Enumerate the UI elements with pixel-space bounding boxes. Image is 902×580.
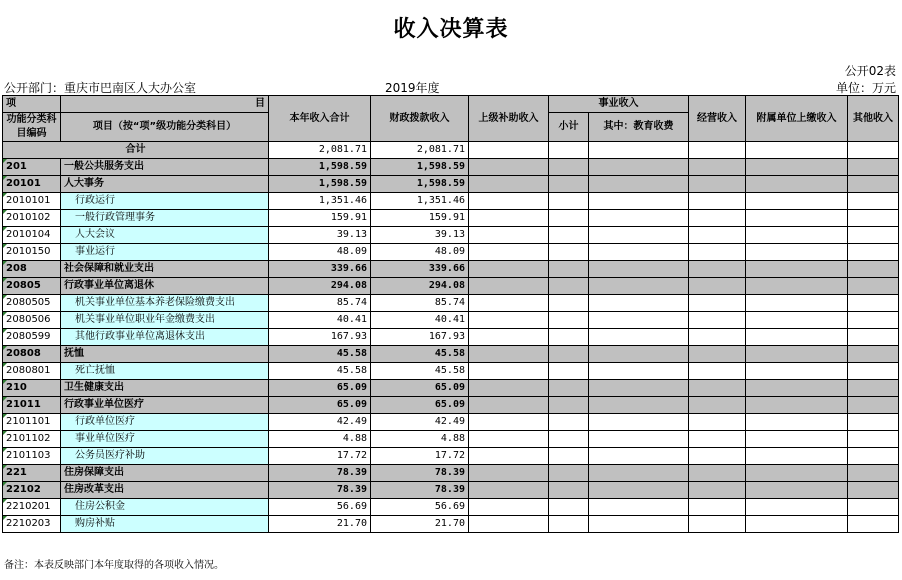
- row-code: 208: [3, 261, 61, 278]
- table-row: [3, 414, 899, 431]
- row-superior: [469, 159, 549, 176]
- row-career-edu: [589, 397, 689, 414]
- row-affiliated: [746, 210, 848, 227]
- row-total: 39.13: [269, 227, 371, 244]
- row-career-edu: [589, 363, 689, 380]
- row-operating: [689, 244, 746, 261]
- row-career-edu: [589, 346, 689, 363]
- row-other: [848, 499, 899, 516]
- row-name: 公务员医疗补助: [61, 448, 269, 465]
- table-row: [3, 499, 899, 516]
- row-affiliated: [746, 159, 848, 176]
- row-superior: [469, 482, 549, 499]
- header-total: 本年收入合计: [269, 96, 371, 142]
- row-career-subtotal: [549, 482, 589, 499]
- row-career-edu: [589, 482, 689, 499]
- row-career-subtotal: [549, 210, 589, 227]
- row-superior: [469, 295, 549, 312]
- row-total: 1,598.59: [269, 159, 371, 176]
- row-career-edu: [589, 431, 689, 448]
- row-career-subtotal: [549, 397, 589, 414]
- row-other: [848, 312, 899, 329]
- row-name: 行政事业单位医疗: [61, 397, 269, 414]
- table-row: [3, 159, 899, 176]
- row-other: [848, 482, 899, 499]
- row-total: 294.08: [269, 278, 371, 295]
- row-name: 人大会议: [61, 227, 269, 244]
- row-fiscal: 40.41: [371, 312, 469, 329]
- row-affiliated: [746, 329, 848, 346]
- row-other: [848, 414, 899, 431]
- row-fiscal: 45.58: [371, 363, 469, 380]
- income-table: [2, 95, 899, 533]
- row-other: [848, 397, 899, 414]
- row-name: 人大事务: [61, 176, 269, 193]
- row-code: 2010104: [3, 227, 61, 244]
- row-code: 2210201: [3, 499, 61, 516]
- row-code: 221: [3, 465, 61, 482]
- header-career: 事业收入: [549, 96, 689, 113]
- row-career-subtotal: [549, 363, 589, 380]
- row-other: [848, 159, 899, 176]
- row-name: 行政运行: [61, 193, 269, 210]
- row-fiscal: 1,598.59: [371, 176, 469, 193]
- row-career-subtotal: [549, 295, 589, 312]
- row-operating: [689, 193, 746, 210]
- row-total: 21.70: [269, 516, 371, 533]
- row-name: 社会保障和就业支出: [61, 261, 269, 278]
- row-name: 购房补贴: [61, 516, 269, 533]
- row-career-edu: [589, 499, 689, 516]
- row-career-edu: [589, 159, 689, 176]
- table-row: [3, 227, 899, 244]
- row-career-edu: [589, 261, 689, 278]
- table-row: [3, 465, 899, 482]
- header-operating: 经营收入: [689, 96, 746, 142]
- row-total: 159.91: [269, 210, 371, 227]
- row-total: 65.09: [269, 397, 371, 414]
- row-name: 住房公积金: [61, 499, 269, 516]
- row-career-edu: [589, 448, 689, 465]
- row-superior: [469, 414, 549, 431]
- table-row: [3, 448, 899, 465]
- row-code: 2080506: [3, 312, 61, 329]
- row-career-edu: [589, 312, 689, 329]
- form-number: 公开02表: [844, 64, 896, 78]
- row-code: 2010150: [3, 244, 61, 261]
- row-career-subtotal: [549, 329, 589, 346]
- row-code: 210: [3, 380, 61, 397]
- row-name: 事业运行: [61, 244, 269, 261]
- row-other: [848, 465, 899, 482]
- header-xiang: 项: [3, 96, 61, 113]
- row-superior: [469, 499, 549, 516]
- row-career-subtotal: [549, 176, 589, 193]
- row-name: 其他行政事业单位离退休支出: [61, 329, 269, 346]
- row-other: [848, 176, 899, 193]
- row-operating: [689, 363, 746, 380]
- row-total: 339.66: [269, 261, 371, 278]
- row-superior: [469, 261, 549, 278]
- table-row: [3, 210, 899, 227]
- row-fiscal: 39.13: [371, 227, 469, 244]
- row-code: 201: [3, 159, 61, 176]
- row-fiscal: 159.91: [371, 210, 469, 227]
- year-label: 2019年度: [385, 81, 440, 95]
- row-fiscal: 85.74: [371, 295, 469, 312]
- row-code: 2010102: [3, 210, 61, 227]
- table-row: [3, 244, 899, 261]
- row-operating: [689, 414, 746, 431]
- row-name: 住房改革支出: [61, 482, 269, 499]
- row-career-edu: [589, 380, 689, 397]
- row-fiscal: 45.58: [371, 346, 469, 363]
- table-row: [3, 278, 899, 295]
- row-career-edu: [589, 193, 689, 210]
- row-fiscal: 48.09: [371, 244, 469, 261]
- row-career-subtotal: [549, 448, 589, 465]
- row-code: 2010101: [3, 193, 61, 210]
- sum-row: [3, 142, 899, 159]
- row-total: 48.09: [269, 244, 371, 261]
- row-other: [848, 227, 899, 244]
- row-career-subtotal: [549, 431, 589, 448]
- row-operating: [689, 380, 746, 397]
- row-total: 78.39: [269, 482, 371, 499]
- row-operating: [689, 346, 746, 363]
- table-row: [3, 397, 899, 414]
- row-other: [848, 431, 899, 448]
- table-row: [3, 482, 899, 499]
- row-career-edu: [589, 244, 689, 261]
- row-affiliated: [746, 363, 848, 380]
- row-code: 20805: [3, 278, 61, 295]
- header-other: 其他收入: [848, 96, 899, 142]
- row-fiscal: 65.09: [371, 397, 469, 414]
- row-affiliated: [746, 278, 848, 295]
- row-code: 2101102: [3, 431, 61, 448]
- row-name: 卫生健康支出: [61, 380, 269, 397]
- row-affiliated: [746, 465, 848, 482]
- row-total: 65.09: [269, 380, 371, 397]
- row-career-subtotal: [549, 159, 589, 176]
- row-code: 2101101: [3, 414, 61, 431]
- sum-label: 合计: [3, 142, 269, 159]
- header-fiscal: 财政拨款收入: [371, 96, 469, 142]
- row-affiliated: [746, 380, 848, 397]
- table-row: [3, 193, 899, 210]
- row-other: [848, 380, 899, 397]
- row-affiliated: [746, 346, 848, 363]
- row-career-edu: [589, 176, 689, 193]
- row-operating: [689, 397, 746, 414]
- header-name: 项目（按“项”级功能分类科目）: [61, 113, 269, 142]
- row-fiscal: 17.72: [371, 448, 469, 465]
- row-superior: [469, 465, 549, 482]
- row-superior: [469, 312, 549, 329]
- row-fiscal: 65.09: [371, 380, 469, 397]
- row-name: 死亡抚恤: [61, 363, 269, 380]
- row-superior: [469, 227, 549, 244]
- header-row-1: [3, 96, 899, 113]
- header-career-subtotal: 小计: [549, 113, 589, 142]
- row-superior: [469, 210, 549, 227]
- row-career-subtotal: [549, 465, 589, 482]
- row-fiscal: 1,351.46: [371, 193, 469, 210]
- row-other: [848, 278, 899, 295]
- row-fiscal: 4.88: [371, 431, 469, 448]
- table-row: [3, 312, 899, 329]
- row-career-subtotal: [549, 227, 589, 244]
- row-operating: [689, 278, 746, 295]
- table-row: [3, 329, 899, 346]
- row-operating: [689, 329, 746, 346]
- row-career-edu: [589, 329, 689, 346]
- row-career-subtotal: [549, 380, 589, 397]
- row-other: [848, 210, 899, 227]
- row-code: 20101: [3, 176, 61, 193]
- row-total: 4.88: [269, 431, 371, 448]
- row-career-edu: [589, 227, 689, 244]
- row-name: 一般公共服务支出: [61, 159, 269, 176]
- row-total: 85.74: [269, 295, 371, 312]
- table-row: [3, 261, 899, 278]
- table-row: [3, 431, 899, 448]
- row-other: [848, 193, 899, 210]
- row-code: 20808: [3, 346, 61, 363]
- row-career-subtotal: [549, 346, 589, 363]
- table-row: [3, 363, 899, 380]
- row-operating: [689, 312, 746, 329]
- row-career-subtotal: [549, 499, 589, 516]
- row-name: 事业单位医疗: [61, 431, 269, 448]
- row-affiliated: [746, 312, 848, 329]
- row-career-edu: [589, 210, 689, 227]
- row-career-subtotal: [549, 312, 589, 329]
- row-name: 抚恤: [61, 346, 269, 363]
- row-total: 1,351.46: [269, 193, 371, 210]
- row-affiliated: [746, 295, 848, 312]
- row-affiliated: [746, 516, 848, 533]
- row-name: 住房保障支出: [61, 465, 269, 482]
- row-operating: [689, 516, 746, 533]
- row-fiscal: 294.08: [371, 278, 469, 295]
- unit-label: 单位：万元: [835, 81, 896, 95]
- row-superior: [469, 193, 549, 210]
- row-operating: [689, 210, 746, 227]
- row-affiliated: [746, 176, 848, 193]
- row-fiscal: 78.39: [371, 465, 469, 482]
- row-code: 21011: [3, 397, 61, 414]
- row-affiliated: [746, 482, 848, 499]
- row-superior: [469, 516, 549, 533]
- row-total: 17.72: [269, 448, 371, 465]
- row-fiscal: 42.49: [371, 414, 469, 431]
- row-affiliated: [746, 448, 848, 465]
- header-code: 功能分类科目编码: [3, 113, 61, 142]
- row-total: 56.69: [269, 499, 371, 516]
- row-operating: [689, 482, 746, 499]
- row-superior: [469, 346, 549, 363]
- row-code: 2080801: [3, 363, 61, 380]
- row-total: 78.39: [269, 465, 371, 482]
- row-operating: [689, 227, 746, 244]
- row-affiliated: [746, 261, 848, 278]
- row-code: 2080505: [3, 295, 61, 312]
- header-mu: 目: [61, 96, 269, 113]
- table-note: 备注：本表反映部门本年度取得的各项收入情况。: [4, 560, 224, 571]
- row-name: 行政事业单位离退休: [61, 278, 269, 295]
- row-superior: [469, 431, 549, 448]
- row-superior: [469, 329, 549, 346]
- row-other: [848, 448, 899, 465]
- department-label: 公开部门：重庆市巴南区人大办公室: [4, 81, 197, 95]
- row-total: 1,598.59: [269, 176, 371, 193]
- row-affiliated: [746, 227, 848, 244]
- header-career-edu: 其中：教育收费: [589, 113, 689, 142]
- table-row: [3, 380, 899, 397]
- row-other: [848, 244, 899, 261]
- row-affiliated: [746, 397, 848, 414]
- row-career-edu: [589, 278, 689, 295]
- row-fiscal: 21.70: [371, 516, 469, 533]
- row-superior: [469, 244, 549, 261]
- row-name: 机关事业单位基本养老保险缴费支出: [61, 295, 269, 312]
- row-operating: [689, 465, 746, 482]
- row-fiscal: 56.69: [371, 499, 469, 516]
- row-superior: [469, 397, 549, 414]
- table-row: [3, 516, 899, 533]
- row-other: [848, 261, 899, 278]
- row-total: 45.58: [269, 363, 371, 380]
- row-career-subtotal: [549, 261, 589, 278]
- row-code: 2080599: [3, 329, 61, 346]
- row-name: 行政单位医疗: [61, 414, 269, 431]
- row-other: [848, 516, 899, 533]
- row-affiliated: [746, 193, 848, 210]
- row-total: 167.93: [269, 329, 371, 346]
- row-operating: [689, 261, 746, 278]
- row-total: 45.58: [269, 346, 371, 363]
- row-operating: [689, 431, 746, 448]
- row-career-subtotal: [549, 516, 589, 533]
- row-affiliated: [746, 244, 848, 261]
- row-career-subtotal: [549, 193, 589, 210]
- row-other: [848, 295, 899, 312]
- row-operating: [689, 448, 746, 465]
- row-superior: [469, 448, 549, 465]
- row-superior: [469, 176, 549, 193]
- sum-total: 2,081.71: [269, 142, 371, 159]
- sum-fiscal: 2,081.71: [371, 142, 469, 159]
- row-other: [848, 329, 899, 346]
- row-fiscal: 1,598.59: [371, 159, 469, 176]
- table-row: [3, 346, 899, 363]
- header-affiliated: 附属单位上缴收入: [746, 96, 848, 142]
- row-operating: [689, 176, 746, 193]
- row-other: [848, 363, 899, 380]
- row-superior: [469, 363, 549, 380]
- row-career-edu: [589, 465, 689, 482]
- page-title: 收入决算表: [393, 17, 509, 42]
- row-operating: [689, 499, 746, 516]
- table-row: [3, 176, 899, 193]
- row-career-subtotal: [549, 278, 589, 295]
- row-affiliated: [746, 499, 848, 516]
- row-superior: [469, 278, 549, 295]
- row-operating: [689, 295, 746, 312]
- row-superior: [469, 380, 549, 397]
- row-other: [848, 346, 899, 363]
- row-name: 一般行政管理事务: [61, 210, 269, 227]
- row-affiliated: [746, 414, 848, 431]
- row-code: 2210203: [3, 516, 61, 533]
- header-superior: 上级补助收入: [469, 96, 549, 142]
- row-career-subtotal: [549, 244, 589, 261]
- row-fiscal: 339.66: [371, 261, 469, 278]
- row-career-edu: [589, 516, 689, 533]
- row-career-edu: [589, 414, 689, 431]
- row-fiscal: 167.93: [371, 329, 469, 346]
- row-career-subtotal: [549, 414, 589, 431]
- row-career-edu: [589, 295, 689, 312]
- row-operating: [689, 159, 746, 176]
- row-code: 22102: [3, 482, 61, 499]
- row-name: 机关事业单位职业年金缴费支出: [61, 312, 269, 329]
- row-code: 2101103: [3, 448, 61, 465]
- row-total: 42.49: [269, 414, 371, 431]
- row-total: 40.41: [269, 312, 371, 329]
- row-fiscal: 78.39: [371, 482, 469, 499]
- row-affiliated: [746, 431, 848, 448]
- table-row: [3, 295, 899, 312]
